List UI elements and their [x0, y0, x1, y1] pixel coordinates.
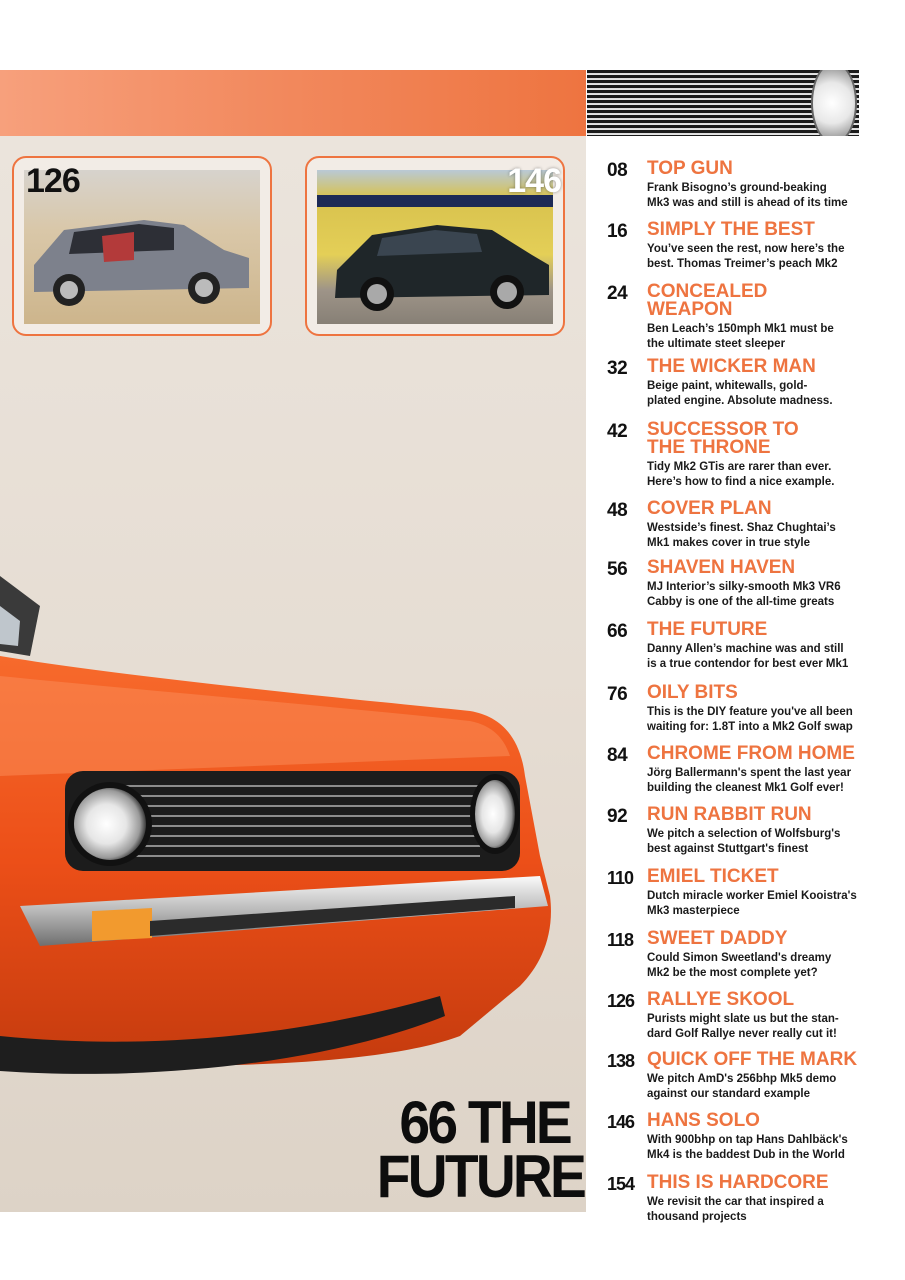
toc-description-line: Mk3 was and still is ahead of its time: [647, 197, 848, 209]
toc-description: [647, 242, 862, 272]
toc-page-number: 92: [607, 806, 628, 827]
toc-description: [647, 1133, 862, 1163]
toc-title-line: THIS IS HARDCORE: [647, 1172, 829, 1193]
toc-title-line: SWEET DADDY: [647, 928, 788, 949]
toc-description-line: Cabby is one of the all-time greats: [647, 596, 835, 608]
toc-page-number: 154: [607, 1174, 635, 1194]
toc-title-line: CONCEALED: [647, 281, 768, 302]
toc-title-line: RUN RABBIT RUN: [647, 804, 812, 825]
toc-page-number: 42: [607, 421, 628, 442]
toc-description: [647, 642, 862, 672]
toc-description-line: waiting for: 1.8T into a Mk2 Golf swap: [647, 721, 853, 733]
toc-description: [647, 705, 862, 735]
toc-title-line: WEAPON: [647, 299, 733, 320]
toc-description: [647, 827, 862, 857]
toc-title: [647, 221, 862, 239]
toc-page-number: 118: [607, 930, 634, 950]
toc-page-number: 126: [607, 991, 635, 1011]
header-orange-bar: [0, 70, 586, 136]
toc-title: [647, 621, 862, 639]
toc-description-line: With 900bhp on tap Hans Dahlbäck's: [647, 1134, 848, 1146]
toc-title: [647, 358, 862, 376]
toc-description-line: We revisit the car that inspired a: [647, 1196, 824, 1208]
toc-page-number: 146: [607, 1112, 635, 1132]
toc-description-line: Westside’s finest. Shaz Chughtai’s: [647, 522, 836, 534]
toc-description-line: Mk4 is the baddest Dub in the World: [647, 1149, 845, 1161]
toc-title: [647, 1112, 862, 1130]
toc-description-line: building the cleanest Mk1 Golf ever!: [647, 782, 844, 794]
toc-title-line: THE FUTURE: [647, 619, 768, 640]
toc-title: [647, 684, 862, 702]
toc-description: [647, 322, 862, 352]
toc-description-line: dard Golf Rallye never really cut it!: [647, 1028, 837, 1040]
toc-title: [647, 1051, 862, 1069]
toc-description-line: best against Stuttgart's finest: [647, 843, 809, 855]
toc-description-line: Tidy Mk2 GTis are rarer than ever.: [647, 461, 832, 473]
toc-page-number: 76: [607, 684, 628, 705]
feature-caption-line2: FUTURE: [376, 1143, 585, 1210]
toc-description-line: Jörg Ballermann's spent the last year: [647, 767, 852, 779]
toc-title: [647, 991, 862, 1009]
toc-title-line: THE WICKER MAN: [647, 356, 816, 377]
toc-description-line: Mk1 makes cover in true style: [647, 537, 810, 549]
toc-description-line: plated engine. Absolute madness.: [647, 395, 833, 407]
toc-title-line: EMIEL TICKET: [647, 866, 779, 887]
thumbnail-page-number: 146: [507, 162, 561, 200]
toc-description: [647, 379, 862, 409]
toc-description: [647, 1072, 862, 1102]
toc-title: [647, 160, 862, 178]
toc-description: [647, 1012, 862, 1042]
toc-title-line: RALLYE SKOOL: [647, 989, 795, 1010]
toc-title-line: HANS SOLO: [647, 1110, 760, 1131]
toc-page-number: 08: [607, 160, 628, 181]
toc-title-line: OILY BITS: [647, 682, 738, 703]
grille-detail-image: [587, 70, 859, 136]
toc-page-number: 138: [607, 1051, 635, 1071]
toc-description-line: Mk3 masterpiece: [647, 905, 740, 917]
thumbnail-146[interactable]: [305, 156, 565, 336]
toc-description-line: Beige paint, whitewalls, gold-: [647, 380, 808, 392]
toc-title: [647, 559, 862, 577]
thumbnail-126[interactable]: [12, 156, 272, 336]
toc-title: [647, 930, 862, 948]
toc-title: [647, 421, 862, 457]
toc-page-number: 110: [607, 868, 634, 888]
toc-page-number: 66: [607, 621, 628, 642]
feature-caption: [376, 1089, 585, 1210]
toc-description-line: against our standard example: [647, 1088, 810, 1100]
feature-caption-line1: 66 THE: [399, 1089, 570, 1156]
toc-description-line: This is the DIY feature you've all been: [647, 706, 853, 718]
toc-title-line: QUICK OFF THE MARK: [647, 1049, 858, 1070]
toc-description-line: We pitch a selection of Wolfsburg's: [647, 828, 841, 840]
toc-description-line: Here’s how to find a nice example.: [647, 476, 835, 488]
toc-title-line: COVER PLAN: [647, 498, 772, 519]
toc-description-line: You’ve seen the rest, now here’s the: [647, 243, 845, 255]
toc-description-line: the ultimate steet sleeper: [647, 338, 786, 350]
toc-description: [647, 181, 862, 211]
toc-page-number: 56: [607, 559, 628, 580]
toc-title: [647, 868, 862, 886]
toc-description-line: Mk2 be the most complete yet?: [647, 967, 818, 979]
toc-title-line: SHAVEN HAVEN: [647, 557, 796, 578]
toc-description: [647, 580, 862, 610]
toc-description-line: is a true contendor for best ever Mk1: [647, 658, 849, 670]
toc-page-number: 16: [607, 221, 628, 242]
toc-title: [647, 500, 862, 518]
toc-description-line: best. Thomas Treimer’s peach Mk2: [647, 258, 838, 270]
toc-description-line: Dutch miracle worker Emiel Kooistra's: [647, 890, 857, 902]
toc-description-line: Frank Bisogno’s ground-beaking: [647, 182, 827, 194]
toc-page-number: 48: [607, 500, 628, 521]
toc-title: [647, 806, 862, 824]
toc-page-number: 24: [607, 283, 628, 304]
headlamp-detail: [811, 70, 857, 136]
toc-description-line: Danny Allen’s machine was and still: [647, 643, 844, 655]
toc-page-number: 32: [607, 358, 628, 379]
toc-description: [647, 951, 862, 981]
toc-description: [647, 460, 862, 490]
toc-title: [647, 283, 862, 319]
toc-description-line: MJ Interior’s silky-smooth Mk3 VR6: [647, 581, 841, 593]
toc-title: [647, 745, 862, 763]
toc-description-line: Ben Leach’s 150mph Mk1 must be: [647, 323, 834, 335]
toc-description: [647, 521, 862, 551]
toc-title: [647, 1174, 862, 1192]
toc-title-line: TOP GUN: [647, 158, 733, 179]
toc-description: [647, 1195, 862, 1225]
toc-title-line: SUCCESSOR TO: [647, 419, 799, 440]
toc-title-line: CHROME FROM HOME: [647, 743, 855, 764]
toc-description-line: We pitch AmD's 256bhp Mk5 demo: [647, 1073, 837, 1085]
toc-description: [647, 766, 862, 796]
toc-description-line: Purists might slate us but the stan-: [647, 1013, 839, 1025]
toc-description-line: Could Simon Sweetland's dreamy: [647, 952, 832, 964]
feature-photo: [0, 136, 586, 1212]
thumbnail-page-number: 126: [26, 162, 80, 200]
toc-description-line: thousand projects: [647, 1211, 747, 1223]
toc-page-number: 84: [607, 745, 628, 766]
toc-description: [647, 889, 862, 919]
toc-title-line: THE THRONE: [647, 437, 771, 458]
toc-title-line: SIMPLY THE BEST: [647, 219, 815, 240]
